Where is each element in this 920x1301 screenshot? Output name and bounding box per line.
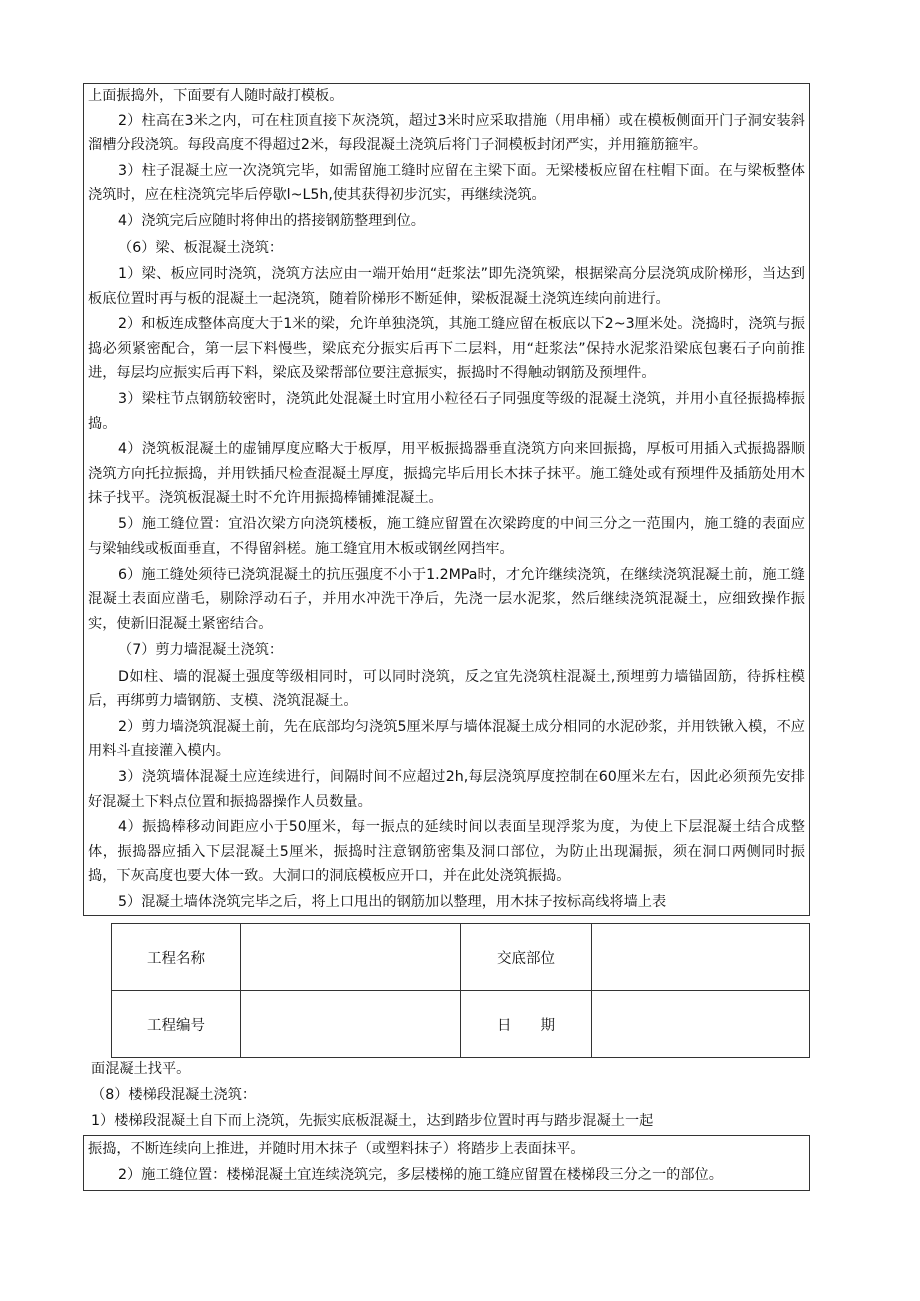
section-heading: （7）剪力墙混凝土浇筑： bbox=[118, 642, 284, 659]
paragraph: 2）施工缝位置：楼梯混凝土宜连续浇筑完，多层楼梯的施工缝应留置在楼梯段三分之一的部位。 bbox=[118, 1167, 723, 1183]
location-label: 交底部位 bbox=[461, 924, 592, 991]
paragraph: 2）柱高在3米之内，可在柱顶直接下灰浇筑，超过3米时应采取措施（用串桶）或在模板侧面开门子洞安装斜溜槽分段浇筑。每段高度不得超过2米，每段混凝土浇筑后将门子洞模板封闭严实，并用箍筋箍牢。 bbox=[88, 112, 805, 153]
content-box-upper bbox=[83, 83, 810, 916]
paragraph: 3）柱子混凝土应一次浇筑完毕，如需留施工缝时应留在主梁下面。无梁楼板应留在柱帽下面。在与梁板整体浇筑时，应在柱浇筑完毕后停歇l~L5h,使其获得初步沉实，再继续浇筑。 bbox=[88, 162, 805, 204]
loose-text-line: 1）楼梯段混凝土自下而上浇筑，先振实底板混凝土，达到踏步位置时再与踏步混凝土一起 bbox=[91, 1113, 654, 1129]
project-no-value bbox=[241, 991, 461, 1058]
section-heading: （6）梁、板混凝土浇筑： bbox=[118, 239, 284, 256]
paragraph: 4）浇筑板混凝土的虚铺厚度应略大于板厚，用平板振捣器垂直浇筑方向来回振捣，厚板可用插入式振捣器顺浇筑方向托拉振捣，并用铁插尺检查混凝土厚度，振捣完毕后用长木抹子抹平。施工缝处或有预埋件及插筋处用木抹子找平。浇筑板混凝土时不允许用振捣棒铺摊混凝土。 bbox=[88, 441, 805, 507]
paragraph: 2）和板连成整体高度大于1米的梁，允许单独浇筑，其施工缝应留在板底以下2~3厘米处。浇捣时，浇筑与振捣必须紧密配合，第一层下料慢些，梁底充分振实后再下二层料，用“赶浆法”保持水泥浆沿梁底包裹石子向前推进，每层均应振实后再下料，梁底及梁帮部位要注意振实，振捣时不得触动钢筋及预埋件。 bbox=[88, 316, 805, 382]
paragraph: 4）振捣棒移动间距应小于50厘米，每一振点的延续时间以表面呈现浮浆为度，为使上下层混凝土结合成整体，振捣器应插入下层混凝土5厘米，振捣时注意钢筋密集及洞口部位，为防止出现漏振，须在洞口两侧同时振捣，下灰高度也要大体一致。大洞口的洞底模板应开口，并在此处浇筑振捣。 bbox=[88, 819, 805, 885]
date-label: 日 期 bbox=[461, 991, 592, 1058]
paragraph: D如柱、墙的混凝土强度等级相同时，可以同时浇筑，反之宜先浇筑柱混凝土,预埋剪力墙锚固筋，待拆柱模后，再绑剪力墙钢筋、支模、浇筑混凝土。 bbox=[88, 668, 805, 710]
section-heading: （8）楼梯段混凝土浇筑： bbox=[91, 1087, 257, 1103]
paragraph: 4）浇筑完后应随时将伸出的搭接钢筋整理到位。 bbox=[118, 213, 425, 230]
content-box-lower bbox=[83, 1135, 810, 1191]
project-name-label: 工程名称 bbox=[112, 924, 241, 991]
paragraph: 5）混凝土墙体浇筑完毕之后，将上口甩出的钢筋加以整理，用木抹子按标高线将墙上表 bbox=[118, 894, 667, 911]
location-value bbox=[592, 924, 810, 991]
paragraph: 5）施工缝位置：宜沿次梁方向浇筑楼板，施工缝应留置在次梁跨度的中间三分之一范围内，施工缝的表面应与梁轴线或板面垂直，不得留斜槎。施工缝宜用木板或钢丝网挡牢。 bbox=[88, 516, 805, 557]
paragraph: 振捣，不断连续向上推进，并随时用木抹子（或塑料抹子）将踏步上表面抹平。 bbox=[88, 1141, 585, 1157]
project-no-label: 工程编号 bbox=[112, 991, 241, 1058]
paragraph: 1）梁、板应同时浇筑，浇筑方法应由一端开始用“赶浆法”即先浇筑梁，根据梁高分层浇筑成阶梯形，当达到板底位置时再与板的混凝土一起浇筑，随着阶梯形不断延伸，梁板混凝土浇筑连续向前进行。 bbox=[88, 266, 805, 307]
date-value bbox=[592, 991, 810, 1058]
project-name-value bbox=[241, 924, 461, 991]
loose-text-line: 面混凝土找平。 bbox=[91, 1061, 191, 1077]
paragraph: 2）剪力墙浇筑混凝土前，先在底部均匀浇筑5厘米厚与墙体混凝土成分相同的水泥砂浆，并用铁锹入模，不应用料斗直接灌入模内。 bbox=[88, 718, 805, 760]
paragraph: 3）浇筑墙体混凝土应连续进行，间隔时间不应超过2h,每层浇筑厚度控制在60厘米左右，因此必须预先安排好混凝土下料点位置和振捣器操作人员数量。 bbox=[88, 769, 805, 810]
paragraph: 6）施工缝处须待已浇筑混凝土的抗压强度不小于1.2MPa时，才允许继续浇筑，在继续浇筑混凝土前，施工缝混凝土表面应凿毛，剔除浮动石子，并用水冲洗干净后，先浇一层水泥浆，然后继续浇筑混凝土，应细致操作振实，使新旧混凝土紧密结合。 bbox=[88, 566, 805, 632]
paragraph: 3）梁柱节点钢筋较密时，浇筑此处混凝土时宜用小粒径石子同强度等级的混凝土浇筑，并用小直径振捣棒振捣。 bbox=[88, 391, 805, 432]
paragraph: 上面振捣外，下面要有人随时敲打模板。 bbox=[88, 88, 344, 104]
project-info-table bbox=[111, 923, 810, 1058]
